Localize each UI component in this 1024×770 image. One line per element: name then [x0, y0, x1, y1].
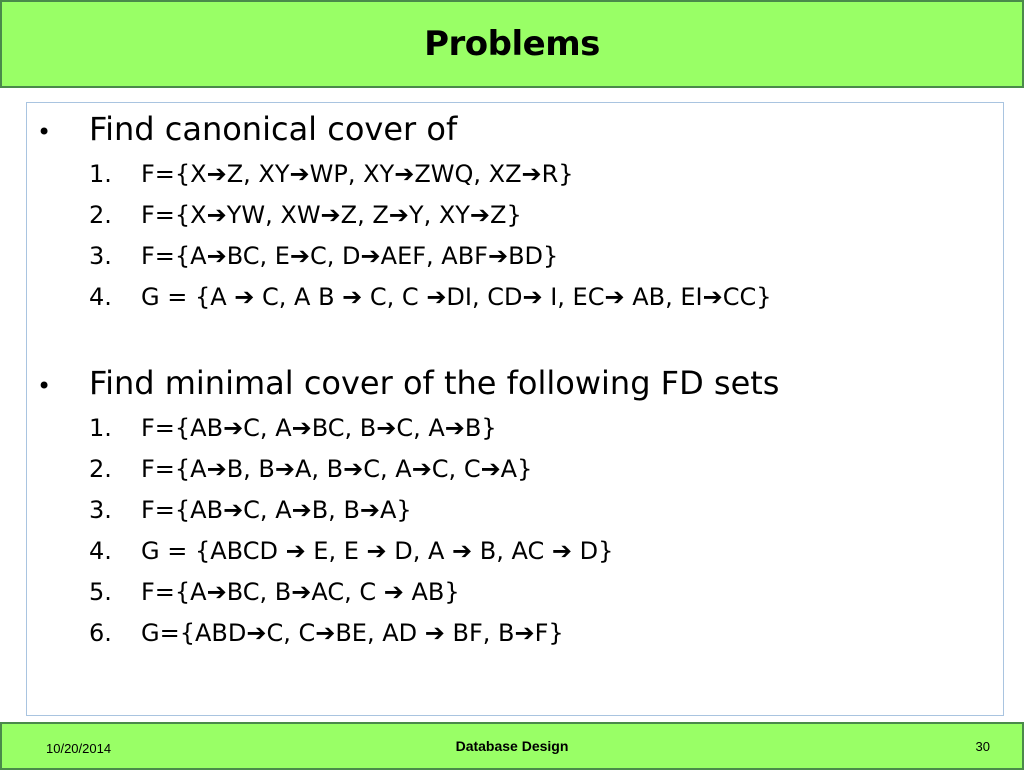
- page-number: 30: [975, 739, 990, 754]
- list-item: [89, 282, 772, 312]
- footer-date: 10/20/2014: [46, 741, 112, 756]
- bullet-heading: Find canonical cover of: [89, 110, 458, 148]
- list-text: F={AB➔C, A➔BC, B➔C, A➔B}: [141, 414, 497, 442]
- bullet-canonical-cover: [37, 111, 457, 150]
- bullet-minimal-cover: [37, 365, 779, 404]
- list-text: F={X➔YW, XW➔Z, Z➔Y, XY➔Z}: [141, 201, 522, 229]
- list-text: F={A➔BC, B➔AC, C ➔ AB}: [141, 578, 460, 606]
- list-text: F={AB➔C, A➔B, B➔A}: [141, 496, 412, 524]
- list-text: F={A➔B, B➔A, B➔C, A➔C, C➔A}: [141, 455, 533, 483]
- slide-title: Problems: [424, 24, 600, 64]
- list-item: [89, 454, 532, 484]
- bullet-dot: •: [37, 118, 52, 146]
- list-item: [89, 618, 564, 648]
- list-item: [89, 159, 574, 189]
- list-item: [89, 577, 460, 607]
- list-number: 1.: [89, 414, 112, 442]
- list-number: 1.: [89, 160, 112, 188]
- footer-title: Database Design: [455, 738, 569, 754]
- list-item: [89, 241, 558, 271]
- list-item: [89, 200, 522, 230]
- bullet-heading: Find minimal cover of the following FD sets: [89, 364, 780, 402]
- list-text: F={X➔Z, XY➔WP, XY➔ZWQ, XZ➔R}: [141, 160, 574, 188]
- footer-bar: [0, 722, 1024, 770]
- list-item: [89, 495, 412, 525]
- title-bar: [0, 0, 1024, 88]
- list-text: G = {ABCD ➔ E, E ➔ D, A ➔ B, AC ➔ D}: [141, 537, 614, 565]
- list-number: 4.: [89, 537, 112, 565]
- list-number: 2.: [89, 201, 112, 229]
- list-number: 3.: [89, 242, 112, 270]
- list-item: [89, 536, 613, 566]
- list-text: F={A➔BC, E➔C, D➔AEF, ABF➔BD}: [141, 242, 559, 270]
- list-number: 6.: [89, 619, 112, 647]
- content-box: [26, 102, 1004, 716]
- list-item: [89, 413, 497, 443]
- list-number: 2.: [89, 455, 112, 483]
- bullet-dot: •: [37, 372, 52, 400]
- list-number: 4.: [89, 283, 112, 311]
- list-number: 3.: [89, 496, 112, 524]
- list-number: 5.: [89, 578, 112, 606]
- list-text: G={ABD➔C, C➔BE, AD ➔ BF, B➔F}: [141, 619, 564, 647]
- list-text: G = {A ➔ C, A B ➔ C, C ➔DI, CD➔ I, EC➔ AB, EI➔CC}: [141, 283, 772, 311]
